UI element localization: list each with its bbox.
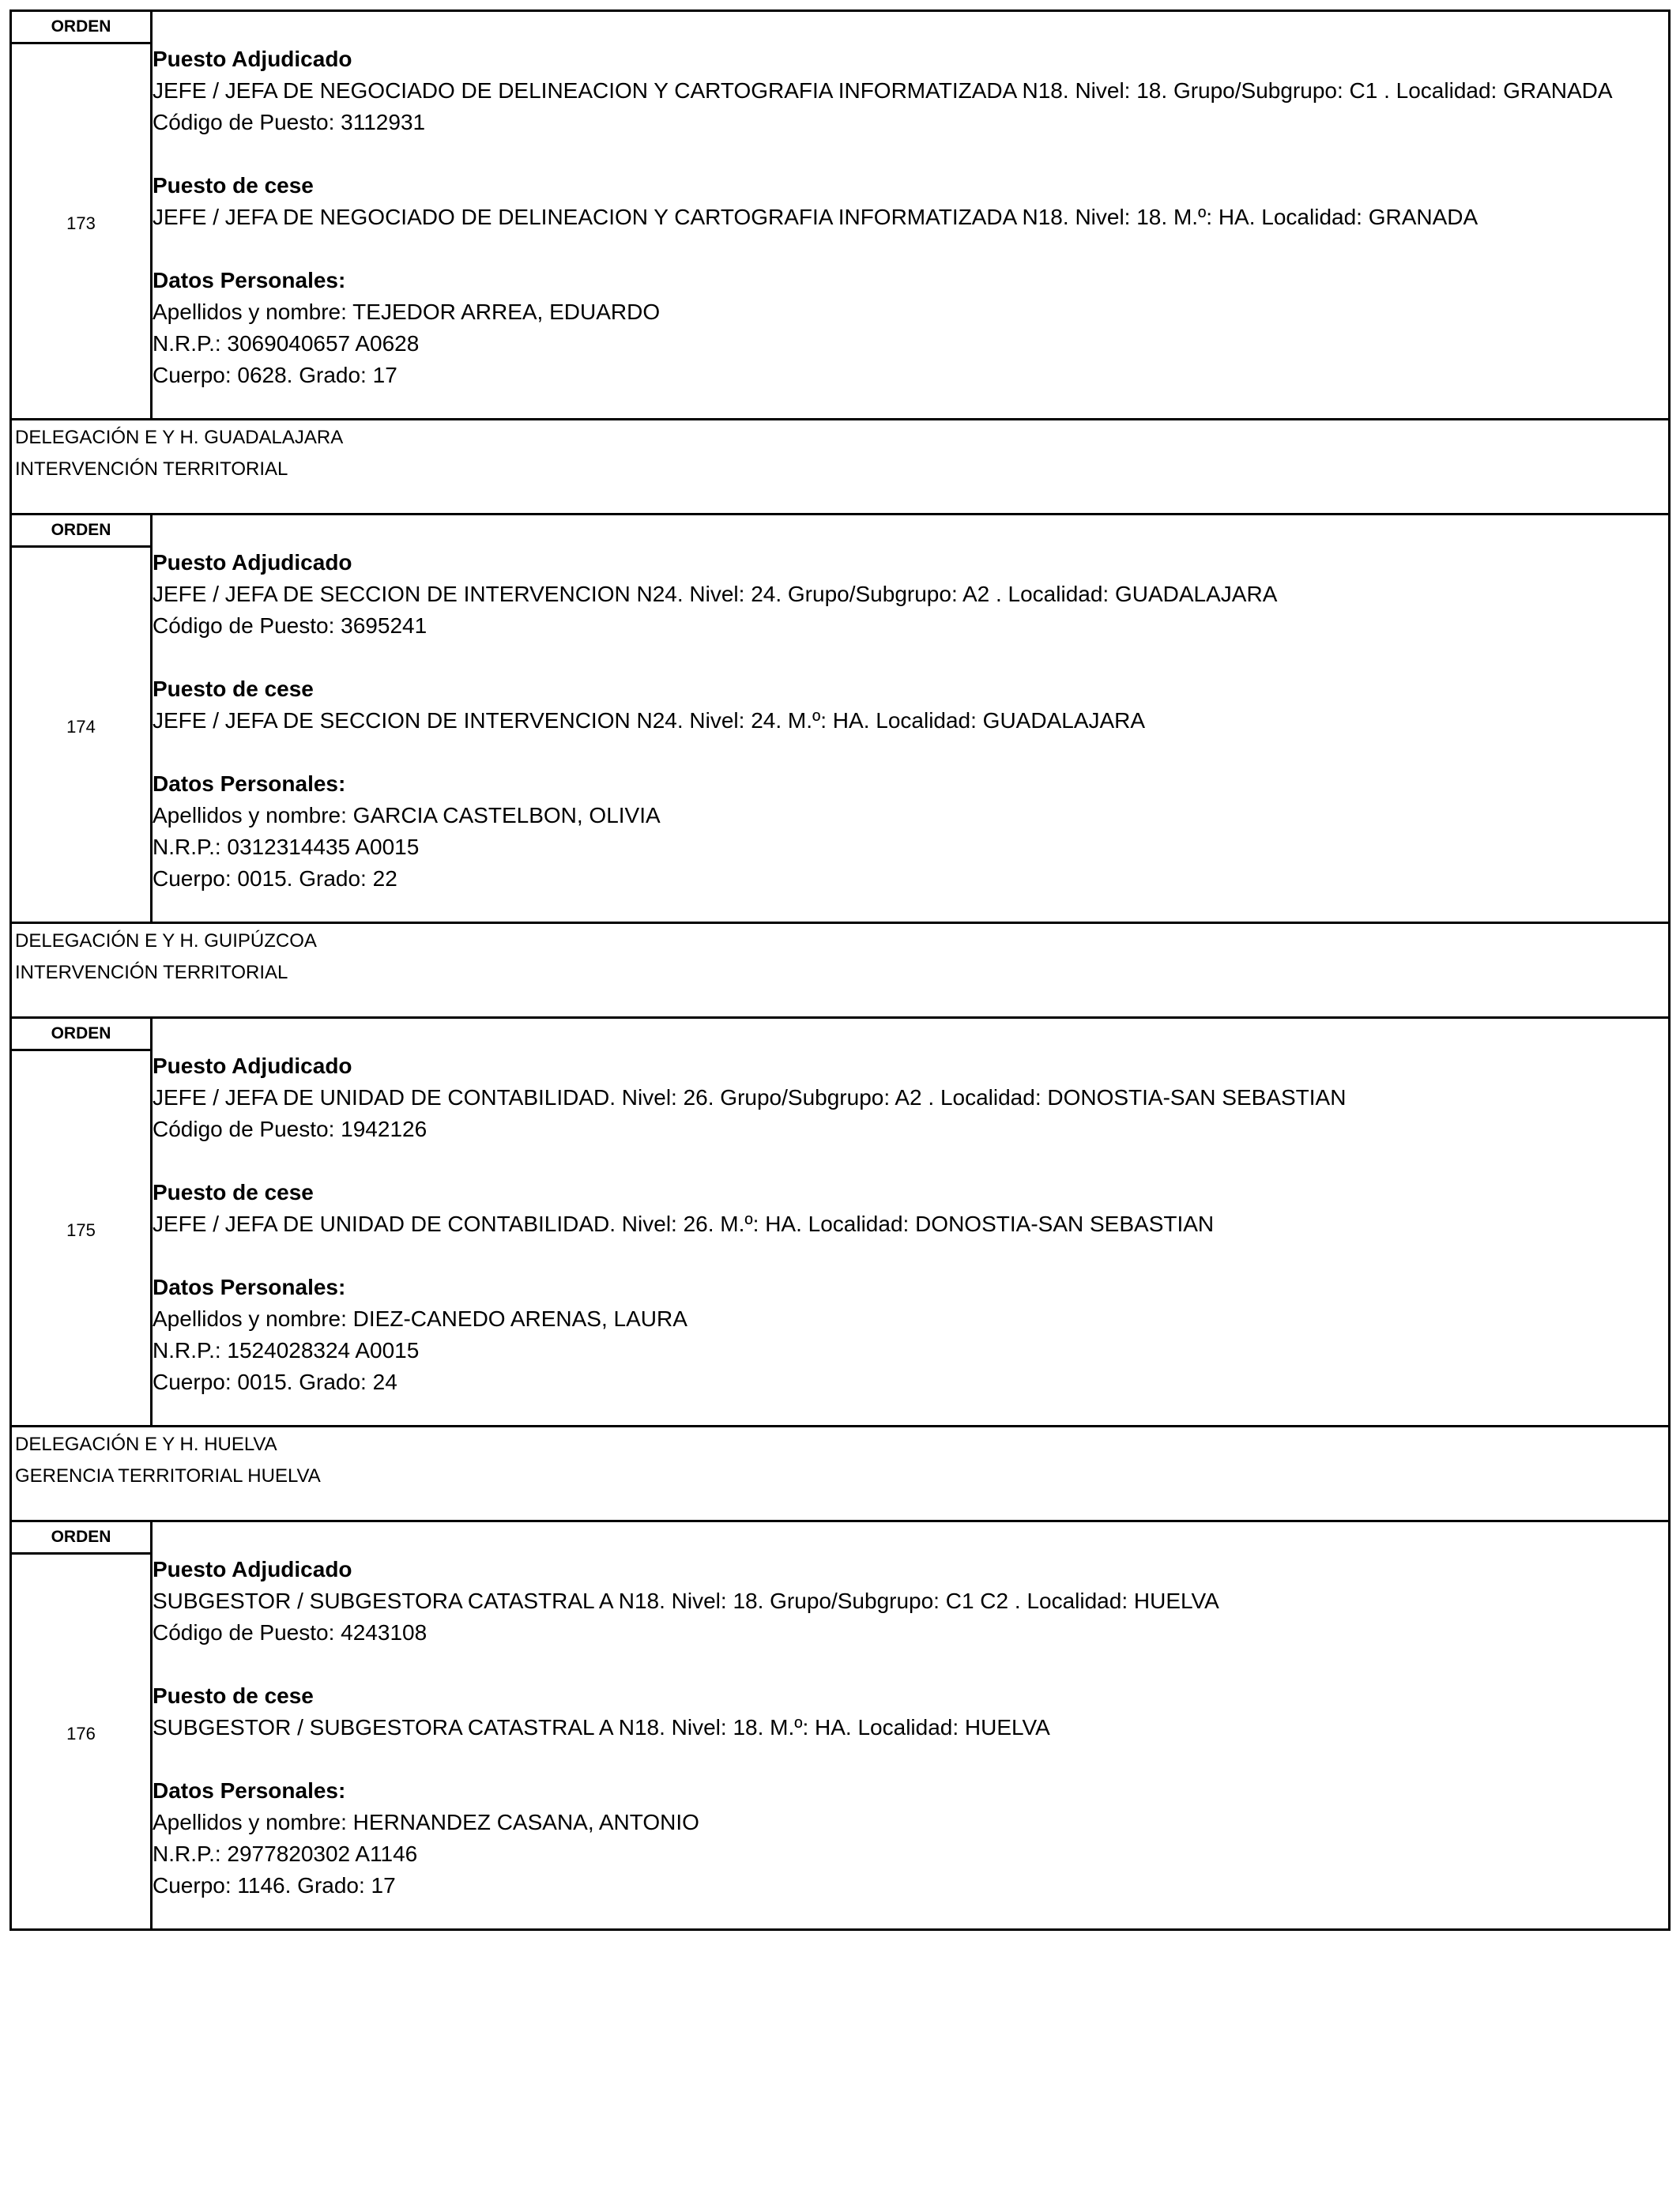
orden-number: 174 [66,717,96,737]
section-header [9,418,1671,515]
puesto-adjudicado-label: Puesto Adjudicado [153,1557,352,1581]
datos-personales-label: Datos Personales: [153,771,346,796]
orden-number: 176 [66,1724,96,1744]
orden-header: ORDEN [12,1522,150,1555]
orden-column [12,1522,153,1928]
record-content [153,1050,1663,1398]
section-header [9,922,1671,1019]
record-173 [9,9,1671,420]
codigo-puesto: Código de Puesto: 1942126 [153,1117,428,1141]
nrp: N.R.P.: 3069040657 A0628 [153,331,420,356]
orden-number: 175 [66,1220,96,1240]
record-content [153,43,1663,391]
puesto-cese-desc: SUBGESTOR / SUBGESTORA CATASTRAL A N18. Nivel: 18. M.º: HA. Localidad: HUELVA [153,1715,1050,1740]
unidad-name: GERENCIA TERRITORIAL HUELVA [15,1465,321,1487]
apellidos-nombre: Apellidos y nombre: GARCIA CASTELBON, OLIVIA [153,803,661,827]
puesto-adjudicado-desc: JEFE / JEFA DE NEGOCIADO DE DELINEACION Y CARTOGRAFIA INFORMATIZADA N18. Nivel: 18. Grupo/Subgrupo: C1 . Localidad: GRANADA [153,78,1613,103]
delegacion-name: DELEGACIÓN E Y H. GUADALAJARA [15,427,344,448]
record-176 [9,1520,1671,1931]
puesto-cese-label: Puesto de cese [153,1180,314,1204]
nrp: N.R.P.: 0312314435 A0015 [153,835,420,859]
puesto-cese-desc: JEFE / JEFA DE UNIDAD DE CONTABILIDAD. Nivel: 26. M.º: HA. Localidad: DONOSTIA-SAN SEBASTIAN [153,1212,1215,1236]
puesto-cese-label: Puesto de cese [153,173,314,198]
orden-column [12,1019,153,1425]
orden-number: 173 [66,213,96,233]
puesto-adjudicado-label: Puesto Adjudicado [153,47,352,71]
puesto-cese-desc: JEFE / JEFA DE SECCION DE INTERVENCION N24. Nivel: 24. M.º: HA. Localidad: GUADALAJARA [153,708,1146,733]
datos-personales-label: Datos Personales: [153,268,346,292]
delegacion-name: DELEGACIÓN E Y H. GUIPÚZCOA [15,930,317,952]
cuerpo-grado: Cuerpo: 0015. Grado: 24 [153,1370,397,1394]
codigo-puesto: Código de Puesto: 3695241 [153,613,428,638]
puesto-adjudicado-label: Puesto Adjudicado [153,550,352,575]
record-content [153,1554,1663,1902]
puesto-adjudicado-desc: JEFE / JEFA DE SECCION DE INTERVENCION N24. Nivel: 24. Grupo/Subgrupo: A2 . Localidad: GUADALAJARA [153,582,1278,606]
apellidos-nombre: Apellidos y nombre: TEJEDOR ARREA, EDUARDO [153,300,661,324]
unidad-name: INTERVENCIÓN TERRITORIAL [15,962,288,983]
cuerpo-grado: Cuerpo: 0628. Grado: 17 [153,363,397,387]
cuerpo-grado: Cuerpo: 1146. Grado: 17 [153,1873,396,1898]
puesto-cese-desc: JEFE / JEFA DE NEGOCIADO DE DELINEACION Y CARTOGRAFIA INFORMATIZADA N18. Nivel: 18. M.º: HA. Localidad: GRANADA [153,205,1478,229]
resolution-table [9,9,1671,1931]
puesto-cese-label: Puesto de cese [153,1683,314,1708]
orden-header: ORDEN [12,515,150,548]
record-174 [9,513,1671,924]
section-header [9,1425,1671,1522]
delegacion-name: DELEGACIÓN E Y H. HUELVA [15,1434,277,1455]
orden-column [12,515,153,922]
record-content [153,547,1663,895]
record-175 [9,1016,1671,1427]
codigo-puesto: Código de Puesto: 3112931 [153,110,426,134]
unidad-name: INTERVENCIÓN TERRITORIAL [15,458,288,480]
orden-header: ORDEN [12,1019,150,1051]
puesto-adjudicado-desc: SUBGESTOR / SUBGESTORA CATASTRAL A N18. Nivel: 18. Grupo/Subgrupo: C1 C2 . Localidad: HUELVA [153,1589,1219,1613]
nrp: N.R.P.: 2977820302 A1146 [153,1842,418,1866]
orden-column [12,12,153,418]
orden-header: ORDEN [12,12,150,44]
apellidos-nombre: Apellidos y nombre: HERNANDEZ CASANA, ANTONIO [153,1810,699,1834]
puesto-cese-label: Puesto de cese [153,677,314,701]
puesto-adjudicado-label: Puesto Adjudicado [153,1054,352,1078]
datos-personales-label: Datos Personales: [153,1778,346,1803]
puesto-adjudicado-desc: JEFE / JEFA DE UNIDAD DE CONTABILIDAD. Nivel: 26. Grupo/Subgrupo: A2 . Localidad: DONOSTIA-SAN SEBASTIAN [153,1085,1347,1110]
apellidos-nombre: Apellidos y nombre: DIEZ-CANEDO ARENAS, LAURA [153,1306,687,1331]
datos-personales-label: Datos Personales: [153,1275,346,1299]
nrp: N.R.P.: 1524028324 A0015 [153,1338,420,1363]
codigo-puesto: Código de Puesto: 4243108 [153,1620,428,1645]
cuerpo-grado: Cuerpo: 0015. Grado: 22 [153,866,397,891]
